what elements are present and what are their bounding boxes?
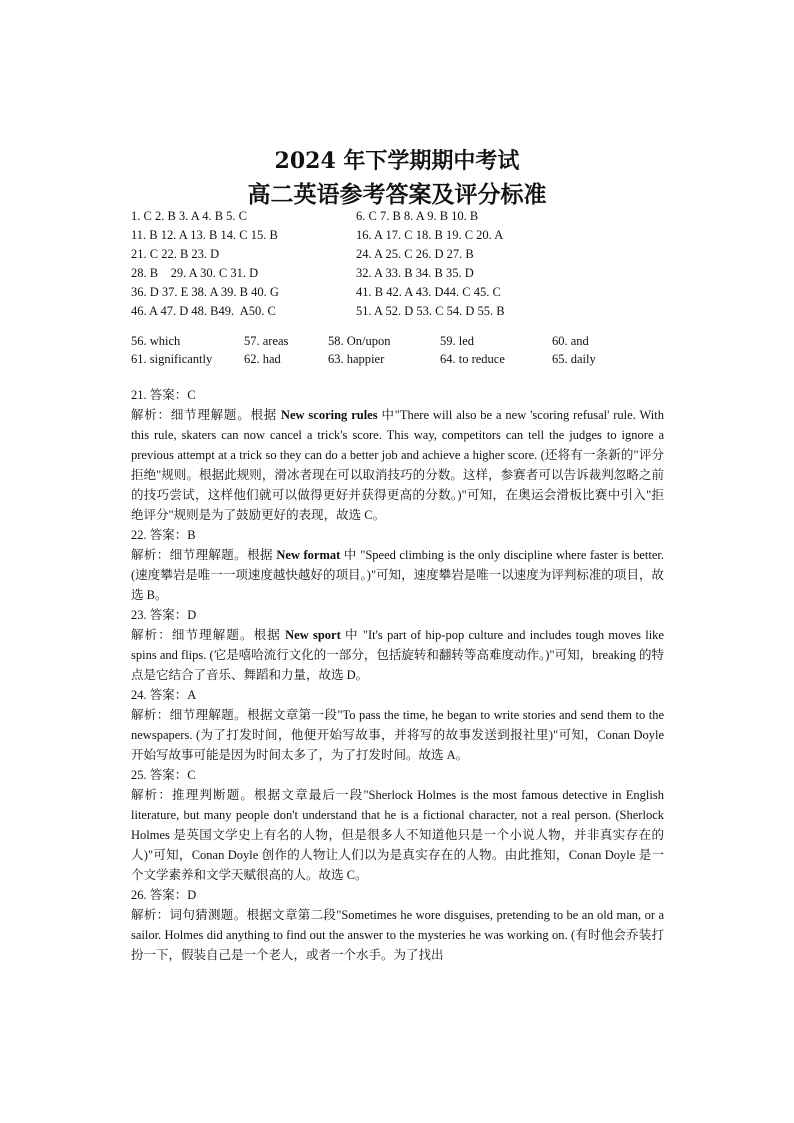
answer-line: 25. 答案：C bbox=[131, 768, 196, 782]
answer-key-row: 1. C 2. B 3. A 4. B 5. C bbox=[131, 209, 247, 223]
explanation-paragraph: 解析：词句猜测题。根据文章第二段"Sometimes he wore disguises, pretending to be an old man, or a sailor. Holmes did anything to find out the answer to the mysteries he was working on. (有时他会乔装打扮一下，假装自己是一个老人，或者一个水手。为了找出 bbox=[131, 908, 664, 962]
fill-in-answer: 64. to reduce bbox=[440, 352, 505, 366]
fill-in-answer: 59. led bbox=[440, 334, 475, 348]
explanation-paragraph: 解析：细节理解题。根据 New format 中 "Speed climbing is the only discipline where faster is better. (速度攀岩是唯一一项速度越快越好的项目。)"可知，速度攀岩是唯一以速度为评判标准的项目，故选 B。 bbox=[131, 548, 664, 602]
answer-line: 22. 答案：B bbox=[131, 528, 196, 542]
answer-key-row: 24. A 25. C 26. D 27. B bbox=[356, 247, 474, 261]
answer-key-row: 36. D 37. E 38. A 39. B 40. G bbox=[131, 285, 279, 299]
exam-title: 2024 年下学期期中考试 bbox=[274, 148, 520, 174]
answer-key-row: 32. A 33. B 34. B 35. D bbox=[356, 266, 474, 280]
explanation-paragraph: 解析：细节理解题。根据 New sport 中 "It's part of hip-pop culture and includes tough moves like spins and flips. (它是嘻哈流行文化的一部分，包括旋转和翻转等高难度动作。)"可知，breaking 的特点是它结合了音乐、舞蹈和力量，故选 D。 bbox=[131, 628, 664, 682]
explanations bbox=[131, 385, 664, 965]
explanation-paragraph: 解析：推理判断题。根据文章最后一段"Sherlock Holmes is the most famous detective in English literature, but many people don't understand that he is a fictional character, not a real person. (Sherlock Holmes 是英国文学史上有名的人物，但是很多人不知道他只是一个小说人物，并非真实存在的人)"可知，Conan Doyle 创作的人物让人们以为是真实存在的人物。由此推知，Conan Doyle 是一个文学素养和文学天赋很高的人。故选 C。 bbox=[131, 788, 664, 882]
fill-in-answer: 62. had bbox=[244, 352, 281, 366]
fill-in-answer: 56. which bbox=[131, 334, 181, 348]
answer-line: 21. 答案：C bbox=[131, 388, 196, 402]
answer-line: 26. 答案：D bbox=[131, 888, 197, 902]
exam-subtitle: 高二英语参考答案及评分标准 bbox=[247, 181, 547, 208]
explanation-paragraph: 解析：细节理解题。根据 New scoring rules 中"There will also be a new 'scoring refusal' rule. With this rule, skaters can now cancel a trick's score. This way, competitors can tell the judges to ignore a previous attempt at a trick so they can do a better job and achieve a higher score. (还将有一条新的"评分拒绝"规则。根据此规则，滑冰者现在可以取消技巧的分数。这样，参赛者可以告诉裁判忽略之前的技巧尝试，这样他们就可以做得更好并获得更高的分数。)"可知，在奥运会滑板比赛中引入"拒绝评分"规则是为了鼓励更好的表现，故选 C。 bbox=[131, 408, 664, 522]
answer-key-row: 11. B 12. A 13. B 14. C 15. B bbox=[131, 228, 278, 242]
fill-in-answer: 63. happier bbox=[328, 352, 385, 366]
answer-key-row: 46. A 47. D 48. B49. A50. C bbox=[131, 304, 276, 318]
answer-key-row: 41. B 42. A 43. D44. C 45. C bbox=[356, 285, 501, 299]
answer-key-row: 16. A 17. C 18. B 19. C 20. A bbox=[356, 228, 504, 242]
answer-key-row: 21. C 22. B 23. D bbox=[131, 247, 220, 261]
answer-key-row: 51. A 52. D 53. C 54. D 55. B bbox=[356, 304, 505, 318]
fill-in-answer: 58. On/upon bbox=[328, 334, 391, 348]
answer-line: 23. 答案：D bbox=[131, 608, 197, 622]
answer-line: 24. 答案：A bbox=[131, 688, 197, 702]
answer-key-row: 28. B 29. A 30. C 31. D bbox=[131, 266, 259, 280]
fill-in-answer: 57. areas bbox=[244, 334, 289, 348]
answer-key-row: 6. C 7. B 8. A 9. B 10. B bbox=[356, 209, 479, 223]
fill-in-answer: 60. and bbox=[552, 334, 589, 348]
fill-in-answer: 65. daily bbox=[552, 352, 596, 366]
explanation-paragraph: 解析：细节理解题。根据文章第一段"To pass the time, he began to write stories and send them to the newspapers. (为了打发时间，他便开始写故事，并将写的故事发送到报社里)"可知，Conan Doyle 开始写故事可能是因为时间太多了，为了打发时间。故选 A。 bbox=[131, 708, 664, 762]
fill-in-answer: 61. significantly bbox=[131, 352, 213, 366]
